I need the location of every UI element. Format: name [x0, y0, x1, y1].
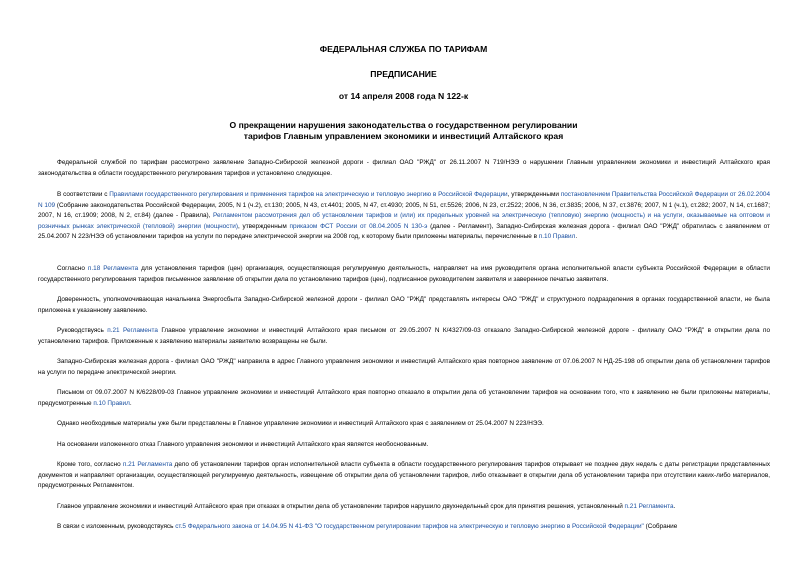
link-federal-law-41fz[interactable]: ст.5 Федерального закона от 14.04.95 N 41-ФЗ "О государственном регулировании тарифов на электрическую и тепловую энергию в Российской Федерации" — [175, 523, 644, 530]
paragraph-10-text: дело об установлении тарифов орган исполнительной власти субъекта в области государственного регулирования тарифов открывает не позднее двух недель с даты регистрации представленных документов и направляет организации, осуществляющей регулируемую деятельность, извещение об открытии дела об установлении тарифов, либо отказывает в открытии дела об установлении тарифа при отсутствии каких-либо материалов, предусмотренных Регламентом. — [38, 461, 771, 490]
paragraph-8: Однако необходимые материалы уже были представлены в Главное управление экономики и инвестиций Алтайского края с заявлением от 25.04.2007 N 223/НЭЭ. — [57, 420, 544, 427]
link-p21-reglamenta[interactable]: п.21 Регламента — [624, 503, 674, 510]
paragraph-9: На основании изложенного отказ Главного управления экономики и инвестиций Алтайского края является необоснованным. — [57, 441, 429, 448]
link-p21-reglamenta[interactable]: п.21 Регламента — [122, 461, 173, 468]
paragraph-11-text: Главное управление экономики и инвестиций Алтайского края при отказах в открытии дела об установлении тарифов нарушило двухнедельный срок для принятия решения, установленный — [57, 503, 625, 510]
paragraph-5-text: Главное управление экономики и инвестиций Алтайского края письмом от 29.05.2007 N К/4327/09-03 отказало Западно-Сибирской железной дороге - филиалу ОАО "РЖД" в открытии дела по установлению тарифов. Приложенные к заявлению материалы заявителю возвращены не были. — [38, 327, 771, 345]
link-p10-pravil[interactable]: п.10 Правил — [538, 233, 576, 241]
agency-heading: ФЕДЕРАЛЬНАЯ СЛУЖБА ПО ТАРИФАМ — [319, 44, 488, 54]
link-p18-reglamenta[interactable]: п.18 Регламента — [87, 265, 139, 272]
paragraph-2-text: . — [575, 233, 578, 241]
paragraph-10 — [38, 460, 770, 492]
paragraph-7-text: Письмом от 09.07.2007 N К/6228/09-03 Главное управление экономики и инвестиций Алтайского края повторно отказало в открытии дела об установлении тарифов на основании того, что к заявлению не были приложены материалы, предусмотренные — [38, 389, 770, 407]
document-type-heading: ПРЕДПИСАНИЕ — [370, 69, 437, 79]
paragraph-2-text: (далее - Регламент), Западно-Сибирская железная дорога - филиал ОАО "РЖД" обратилась с заявлением от 25.04.2007 N 223/НЭЭ об установлении тарифов на услуги по передаче электрической энергии на 2008 год, к которому были приложены материалы, перечисленные в — [38, 222, 770, 241]
paragraph-10-text: Кроме того, согласно — [57, 461, 123, 468]
paragraph-1: Федеральной службой по тарифам рассмотрено заявление Западно-Сибирской железной дороги - филиал ОАО "РЖД" от 26.11.2007 N 719/НЭЭ о нарушении Главным управлением экономики и инвестиций Алтайского края законодательства в области государственного регулирования тарифов и установлено следующее. — [38, 159, 770, 177]
paragraph-2-text: , утвержденным — [237, 222, 290, 230]
link-reglament[interactable]: Регламентом рассмотрения дел об установлении тарифов и (или) их предельных уровней на электрическую (тепловую) энергию (мощность) и на услуги, оказываемые на оптовом и розничных рынках электрической (тепловой) энергии (мощности) — [38, 212, 770, 230]
paragraph-2 — [38, 190, 770, 243]
link-p21-reglamenta[interactable]: п.21 Регламента — [107, 327, 158, 334]
paragraph-4: Доверенность, уполномочивающая начальника Энергосбыта Западно-Сибирской железной дороги - филиал ОАО "РЖД" представлять интересы ОАО "РЖД" и структурного подразделения в органах государственной власти, не была приложена к указанному заявлению. — [38, 296, 770, 314]
paragraph-7 — [38, 388, 770, 409]
document-title-line-1: О прекращении нарушения законодательства о государственном регулировании — [229, 120, 578, 130]
paragraph-11-text: . — [673, 503, 676, 510]
paragraph-12-text: В связи с изложенным, руководствуясь — [57, 523, 176, 530]
link-pravila-regulirovaniya[interactable]: Правилами государственного регулирования и применения тарифов на электрическую и тепловую энергию в Российской Федерации — [109, 191, 508, 198]
link-postanovlenie-109[interactable]: постановлением Правительства Российской Федерации от 26.02.2004 N 109 — [38, 191, 771, 209]
link-prikaz-130e[interactable]: приказом ФСТ России от 08.04.2005 N 130-э — [289, 222, 428, 230]
paragraph-7-text: . — [129, 399, 132, 407]
document-title-line-2: тарифов Главным управлением экономики и инвестиций Алтайского края — [243, 131, 564, 141]
paragraph-12-text: (Собрание — [643, 523, 678, 530]
paragraph-2-text: (Собрание законодательства Российской Федерации, 2005, N 1 (ч.2), ст.130; 2005, N 43, ст.4401; 2005, N 47, ст.4930; 2005, N 51, ст.5526; 2006, N 23, ст.2522; 2006, N 36, ст.3835; 2006, N 37, ст.3876; 2007, N 1 (ч.1), ст.282; 2007, N 14, ст.1687; 2007, N 16, ст.1909; 2008, N 2, ст.84) (далее - Правила), — [38, 201, 770, 220]
paragraph-12 — [38, 522, 770, 533]
paragraph-5-text: Руководствуясь — [57, 327, 108, 334]
paragraph-3 — [38, 264, 770, 285]
paragraph-3-text: для установления тарифов (цен) организация, осуществляющая регулируемую деятельность, направляет на имя руководителя органа исполнительной власти субъекта Российской Федерации в области государственного регулирования тарифов письменное заявление об открытии дела по установлению тарифов (цен), подписанное руководителем заявителя и заверенное печатью заявителя. — [38, 265, 771, 283]
paragraph-11 — [38, 502, 770, 513]
link-p10-pravil[interactable]: п.10 Правил — [93, 399, 130, 407]
paragraph-2-text: , утвержденными — [507, 191, 561, 198]
paragraph-3-text: Согласно — [57, 265, 88, 272]
paragraph-6: Западно-Сибирская железная дорога - филиал ОАО "РЖД" направила в адрес Главного управления экономики и инвестиций Алтайского края повторное заявление от 07.06.2007 N НД-25-198 об открытии дела об установлении тарифов на услуги по передаче электрической энергии. — [38, 358, 770, 376]
paragraph-2-text: В соответствии с — [57, 191, 110, 198]
document-date-number: от 14 апреля 2008 года N 122-к — [338, 91, 469, 101]
paragraph-5 — [38, 326, 770, 347]
